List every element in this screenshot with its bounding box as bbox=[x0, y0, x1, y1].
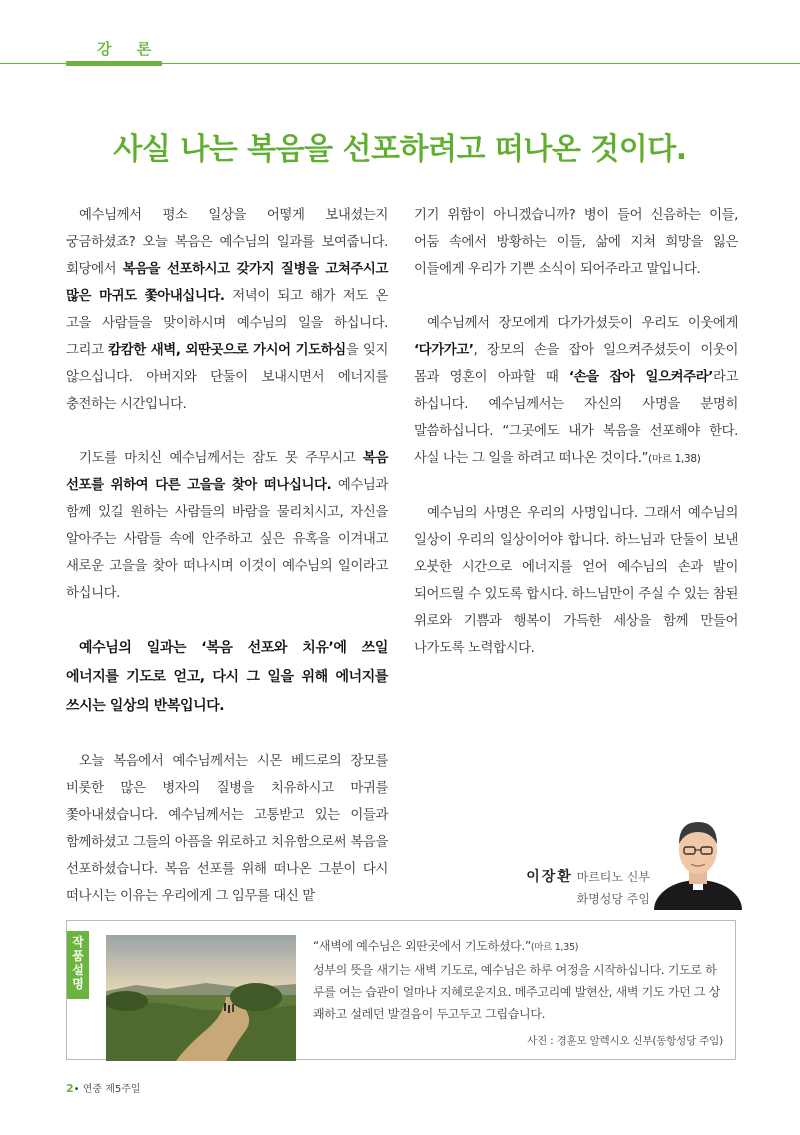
page-footer bbox=[66, 1080, 141, 1095]
paragraph-6: 예수님께서 장모에게 다가가셨듯이 우리도 이웃에게 ‘다가가고’, 장모의 손을 잡아 일으켜주셨듯이 이웃이 몸과 영혼이 아파할 때 ‘손을 잡아 일으켜주라’라고 하십니다. 예수님께서는 자신의 사명을 분명히 말씀하십니다. “그곳에도 내가 복음을 선포해야 한다. 사실 나는 그 일을 하려고 떠나온 것이다.”(마르 1,38) bbox=[414, 316, 739, 466]
article-right-column bbox=[414, 202, 738, 689]
author-block bbox=[520, 866, 650, 910]
caption-quote-ref: (마르 1,35) bbox=[530, 942, 579, 953]
author-name: 이장환 bbox=[526, 869, 573, 885]
author-title: 마르티노 신부 bbox=[576, 870, 650, 884]
caption-body: 성부의 뜻을 새기는 새벽 기도로, 예수님은 하루 여정을 시작하십니다. 기도로 하루를 여는 습관이 얼마나 지혜로운지요. 메주고리예 발현산, 새벽 기도 가던 그 상쾌하고 설레던 발걸음이 두고두고 그립습니다. bbox=[313, 963, 721, 1021]
photo-credit: 사진 : 경훈모 알렉시오 신부(동항성당 주임) bbox=[527, 1035, 723, 1047]
paragraph-7: 예수님의 사명은 우리의 사명입니다. 그래서 예수님의 일상이 우리의 일상이어야 합니다. 하느님과 단둘이 보낸 오붓한 시간으로 에너지를 얻어 예수님의 손과 발이 되어드릴 수 있도록 합시다. 하느님만이 주실 수 있는 참된 위로와 기쁨과 행복이 가득한 세상을 함께 만들어 나가도록 노력합시다. bbox=[414, 506, 738, 656]
header-tab-underline bbox=[66, 61, 162, 66]
dawn-path-photo bbox=[106, 935, 296, 1061]
emphasis-paragraph: 예수님의 일과는 ‘복음 선포와 치유’에 쓰일 에너지를 기도로 얻고, 다시 그 일을 위해 에너지를 쓰시는 일상의 반복입니다. bbox=[66, 640, 388, 714]
artwork-description-tag: 작품설명 bbox=[67, 931, 89, 999]
article-left-column bbox=[66, 202, 388, 937]
page-number: 2 bbox=[66, 1082, 74, 1095]
paragraph-1: 예수님께서 평소 일상을 어떻게 보내셨는지 궁금하셨죠? 오늘 복음은 예수님의 일과를 보여줍니다. 회당에서 복음을 선포하시고 갖가지 질병을 고쳐주시고 많은 마귀도 쫓아내십니다. 저녁이 되고 해가 저도 온 고을 사람들을 맞이하시며 예수님의 일을 하십니다. 그리고 캄캄한 새벽, 외딴곳으로 가시어 기도하심을 잊지 않으십니다. 아버지와 단둘이 보내시면서 에너지를 충전하는 시간입니다. bbox=[66, 208, 389, 412]
author-parish: 화명성당 주임 bbox=[576, 892, 650, 906]
author-photo bbox=[653, 810, 743, 910]
paragraph-5: 기기 위함이 아니겠습니까? 병이 들어 신음하는 이들, 어둠 속에서 방황하는 이들, 삶에 지쳐 희망을 잃은 이들에게 우리가 기쁜 소식이 되어주라고 말입니다. bbox=[414, 208, 738, 277]
page-title: 사실 나는 복음을 선포하려고 떠나온 것이다. bbox=[113, 132, 687, 167]
paragraph-2: 기도를 마치신 예수님께서는 잠도 못 주무시고 복음 선포를 위하여 다른 고을을 찾아 떠나십니다. 예수님과 함께 있길 원하는 사람들의 바람을 물리치시고, 자신을 알아주는 사람들 속에 안주하고 싶은 유혹을 이겨내고 새로운 고을을 찾아 떠나시며 이것이 예수님의 일이라고 하십니다. bbox=[66, 451, 388, 601]
paragraph-4: 오늘 복음에서 예수님께서는 시몬 베드로의 장모를 비롯한 많은 병자의 질병을 치유하시고 마귀를 쫓아내셨습니다. 예수님께서는 고통받고 있는 이들과 함께하셨고 그들의 아픔을 위로하고 치유함으로써 복음을 선포하셨습니다. 복음 선포를 위해 떠나온 그분이 다시 떠나시는 이유는 우리에게 그 임무를 대신 맡 bbox=[66, 754, 388, 904]
artwork-description-text bbox=[313, 935, 723, 1025]
footer-label: • 연중 제5주일 bbox=[73, 1084, 141, 1095]
artwork-description-box bbox=[66, 920, 736, 1060]
caption-quote: “새벽에 예수님은 외딴곳에서 기도하셨다.” bbox=[313, 939, 531, 953]
section-label: 강 론 bbox=[97, 40, 162, 58]
